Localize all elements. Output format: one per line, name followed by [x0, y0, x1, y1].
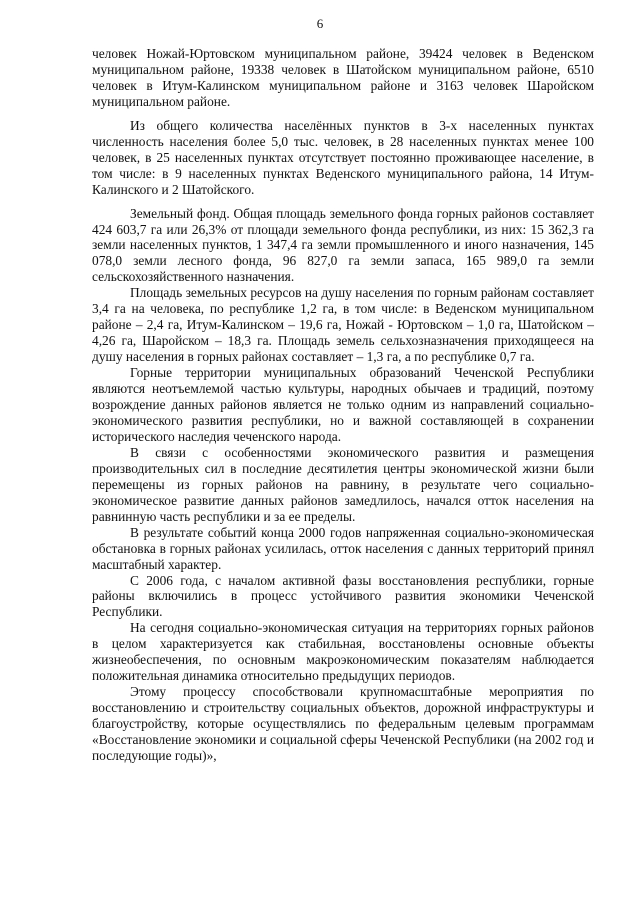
paragraph-land-fund: Земельный фонд. Общая площадь земельного фонда горных районов составляет 424 603,7 га или 26,3% от площади земельного фонда республики, из них: 15 362,3 га земли населенных пунктов, 1 347,4 га земли промышленного и иного назначения, 145 078,0 земли лесного фонда, 96 827,0 га земли запаса, 165 989,0 га земли сельскохозяйственного назначения. — [92, 205, 594, 285]
paragraph-economic-relocation: В связи с особенностями экономического развития и размещения производительных сил в последние десятилетия центры экономической жизни были перемещены из горных районов на равнину, в результате чего социально-экономическое развитие данных районов замедлилось, начался отток населения на равнинную часть республики и за ее пределы. — [92, 444, 594, 524]
page-number: 6 — [316, 16, 324, 31]
paragraph-2000-events: В результате событий конца 2000 годов напряженная социально-экономическая обстановка в горных районах усилилась, отток населения с данных территорий принял масштабный характер. — [92, 524, 594, 572]
paragraph-current-situation: На сегодня социально-экономическая ситуация на территориях горных районов в целом характеризуется как стабильная, восстановлены основные объекты жизнеобеспечения, по основным макроэкономическим показателям наблюдается положительная динамика относительно предыдущих периодов. — [92, 620, 594, 684]
paragraph-federal-programs: Этому процессу способствовали крупномасштабные мероприятия по восстановлению и строительству социальных объектов, дорожной инфраструктуры и благоустройству, которые осуществлялись по федеральным целевым программам «Восстановление экономики и социальной сферы Чеченской Республики (на 2002 год и последующие годы)», — [92, 684, 594, 763]
document-body — [92, 46, 594, 764]
paragraph-settlements: Из общего количества населённых пунктов в 3-х населенных пунктах численность населения более 5,0 тыс. человек, в 28 населенных пунктах менее 100 человек, в 25 населенных пунктах отсутствует постоянно проживающее население, в том числе: в 9 населенных пунктах Веденского муниципального района, 14 Итум-Калинского и 2 Шатойского. — [92, 117, 594, 197]
paragraph-2006-recovery: С 2006 года, с началом активной фазы восстановления республики, горные районы включились в процесс устойчивого развития экономики Чеченской Республики. — [92, 572, 594, 620]
paragraph-land-per-capita: Площадь земельных ресурсов на душу населения по горным районам составляет 3,4 га на человека, по республике 1,2 га, в том числе: в Веденском муниципальном районе – 2,4 га, Итум-Калинском – 19,6 га, Ножай - Юртовском – 1,0 га, Шатойском – 4,26 га, Шаройском – 18,3 га. Площадь земель сельхозназначения приходящееся на душу населения в горных районах составляет – 1,3 га, а по республике 0,7 га. — [92, 285, 594, 365]
paragraph-mountain-territories: Горные территории муниципальных образований Чеченской Республики являются неотъемлемой частью культуры, народных обычаев и традиций, поэтому возрождение данных районов является не только одним из направлений социально-экономического развития республики, но и важной составляющей в сохранении исторического наследия чеченского народа. — [92, 365, 594, 444]
paragraph-population-by-district: человек Ножай-Юртовском муниципальном районе, 39424 человек в Веденском муниципальном районе, 19338 человек в Шатойском муниципальном районе, 6510 человек в Итум-Калинском муниципальном районе и 3163 человек Шаройском муниципальном районе. — [92, 46, 594, 109]
